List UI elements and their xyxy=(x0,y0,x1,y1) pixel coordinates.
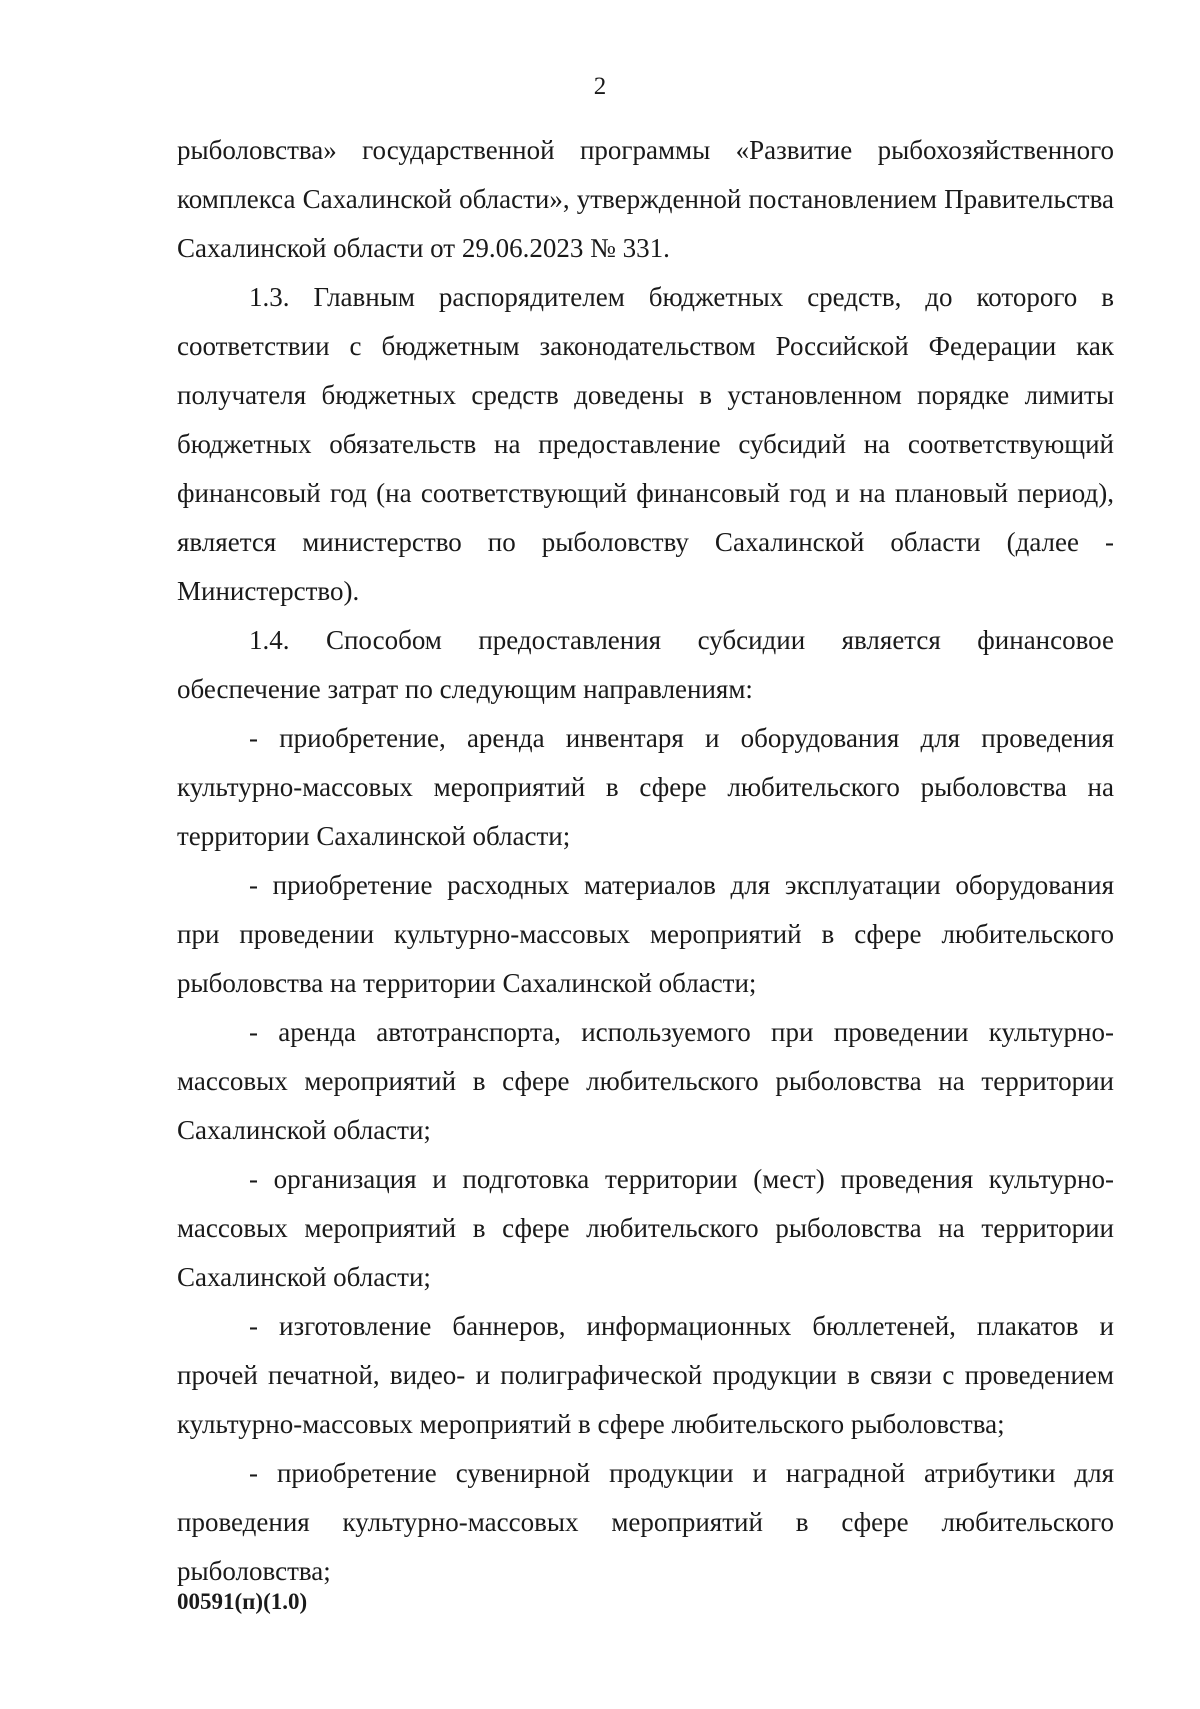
page-number: 2 xyxy=(593,73,607,100)
list-item: - приобретение расходных материалов для эксплуатации оборудования при проведении культурно-массовых мероприятий в сфере любительского рыболовства на территории Сахалинской области; xyxy=(177,870,1114,998)
paragraph-1-4: 1.4. Способом предоставления субсидии является финансовое обеспечение затрат по следующим направлениям: xyxy=(177,625,1114,704)
list-item: - приобретение сувенирной продукции и наградной атрибутики для проведения культурно-массовых мероприятий в сфере любительского рыболовства; xyxy=(177,1458,1114,1586)
list-item: - изготовление баннеров, информационных бюллетеней, плакатов и прочей печатной, видео- и полиграфической продукции в связи с проведением культурно-массовых мероприятий в сфере любительского рыболовства; xyxy=(177,1311,1114,1439)
document-code: 00591(п)(1.0) xyxy=(177,1589,308,1614)
list-item: - приобретение, аренда инвентаря и оборудования для проведения культурно-массовых мероприятий в сфере любительского рыболовства на территории Сахалинской области; xyxy=(177,723,1114,851)
paragraph: рыболовства» государственной программы «Развитие рыбохозяйственного комплекса Сахалинской области», утвержденной постановлением Правительства Сахалинской области от 29.06.2023 № 331. xyxy=(177,135,1114,263)
paragraph-1-3: 1.3. Главным распорядителем бюджетных средств, до которого в соответствии с бюджетным законодательством Российской Федерации как получателя бюджетных средств доведены в установленном порядке лимиты бюджетных обязательств на предоставление субсидий на соответствующий финансовый год (на соответствующий финансовый год и на плановый период), является министерство по рыболовству Сахалинской области (далее - Министерство). xyxy=(177,282,1114,606)
document-body xyxy=(177,126,1114,1596)
list-item: - организация и подготовка территории (мест) проведения культурно-массовых мероприятий в сфере любительского рыболовства на территории Сахалинской области; xyxy=(177,1164,1114,1292)
list-item: - аренда автотранспорта, используемого при проведении культурно-массовых мероприятий в сфере любительского рыболовства на территории Сахалинской области; xyxy=(177,1017,1114,1145)
